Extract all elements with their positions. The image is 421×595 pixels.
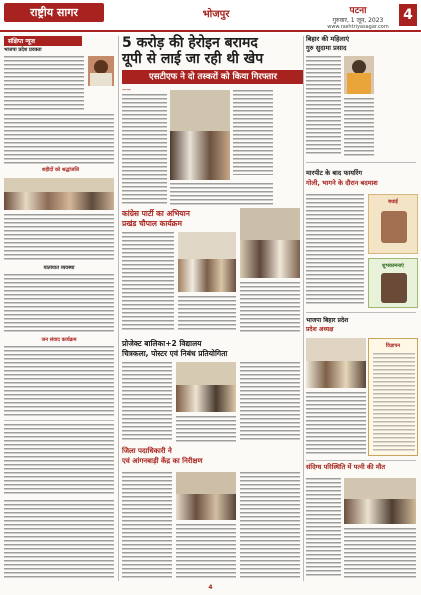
lead-headline-2: यूपी से लाई जा रही थी खेप	[122, 51, 264, 67]
brief3-title: यातायात व्यवस्था	[43, 265, 75, 271]
story4-body-col2	[176, 524, 236, 578]
lead-body-col3	[233, 90, 273, 175]
story3-headline: प्रोजेक्ट बालिका+2 विद्यालय	[122, 339, 202, 348]
right-top-body-2	[344, 98, 374, 156]
story4-headline: जिला पदाधिकारी ने	[122, 447, 172, 455]
firing-subhead: गोली, भागने के दौरान बदमाश	[306, 179, 378, 187]
story3-body-col3	[240, 362, 300, 442]
brief4-title: जन संवाद कार्यक्रम	[41, 337, 77, 343]
brief3-body	[4, 274, 114, 334]
edition-date: गुरुवार, 1 जून, 2023	[332, 17, 384, 24]
website-url: www.rashtriyasagar.com	[327, 24, 389, 30]
story2-photo	[178, 232, 236, 292]
ad-banner-3[interactable]	[368, 338, 418, 456]
masthead	[0, 0, 421, 34]
firing-body	[306, 194, 364, 304]
right-portrait	[344, 56, 374, 94]
ad2-text: शुभकामनाएं	[382, 263, 404, 269]
brand-name: राष्ट्रीय सागर	[30, 6, 78, 19]
ad-banner-2[interactable]	[368, 258, 418, 308]
lead-headline-1: 5 करोड़ की हेरोइन बरामद	[122, 35, 258, 51]
story2-body-col1	[122, 232, 174, 332]
brief6-body	[4, 500, 114, 578]
edition-info	[318, 3, 398, 29]
death-body-1	[306, 478, 341, 578]
right-top-headline: बिहार की महिलाएं	[306, 35, 350, 43]
ad3-text: विज्ञापन	[385, 343, 401, 349]
story4-photo	[176, 472, 236, 520]
ad1-text: बधाई	[388, 199, 398, 205]
story3-body-col1	[122, 362, 172, 442]
party-headline: भाजपा बिहार प्रदेश	[306, 317, 349, 324]
middle-body	[240, 282, 300, 332]
brief2-title: शहीदों को श्रद्धांजलि	[41, 167, 80, 173]
party-photo	[306, 338, 366, 388]
brief5-body	[4, 424, 114, 494]
brief2-body	[4, 214, 114, 262]
divider-death	[306, 460, 416, 461]
lead-deck: एसटीएफ ने दो तस्करों को किया गिरफ्तार	[122, 70, 304, 84]
page-number: 4	[399, 4, 417, 26]
story4-subhead: एवं आंगनबाड़ी केंद्र का निरीक्षण	[122, 457, 203, 465]
divider	[4, 420, 114, 421]
lead-body-col1	[122, 94, 167, 204]
event-photo-1	[4, 178, 114, 210]
edition-place: भोजपुर	[202, 9, 230, 20]
edition-city: पटना	[349, 6, 367, 16]
ad-banner-1[interactable]	[368, 194, 418, 254]
death-headline: संदिग्ध परिस्थिति में पत्नी की मौत	[306, 463, 386, 471]
story3-subhead: चित्रकला, पोस्टर एवं निबंध प्रतियोगिता	[122, 349, 228, 358]
story2-headline: कांग्रेस पार्टी का अभियान	[122, 209, 190, 218]
column-divider	[118, 36, 119, 581]
brief1-title: भाजपा प्रदेश प्रवक्ता	[4, 47, 42, 53]
brief1-body	[4, 56, 84, 111]
portrait-photo	[88, 56, 114, 86]
column-divider-2	[303, 36, 304, 581]
brand-logo	[4, 3, 104, 22]
party-body	[306, 392, 366, 454]
brief1-body-2	[4, 114, 114, 164]
divider-party	[306, 312, 416, 313]
firing-headline: मारपीट के बाद फायरिंग	[306, 169, 362, 177]
brief4-body	[4, 346, 114, 416]
masthead-rule	[0, 30, 421, 32]
right-top-body-1	[306, 56, 341, 156]
story4-body-col1	[122, 472, 172, 578]
story4-body-col3	[240, 472, 300, 578]
party-subhead: प्रदेश अध्यक्ष	[306, 326, 334, 333]
lead-photo	[170, 90, 230, 180]
story2-body-col2	[178, 296, 236, 332]
death-body-2	[344, 528, 416, 578]
middle-photo	[240, 208, 300, 278]
footer-page-number: 4	[208, 584, 213, 591]
story3-body-col2	[176, 416, 236, 442]
death-photo	[344, 478, 416, 524]
story2-subhead: प्रखंड चौपाल कार्यक्रम	[122, 219, 182, 228]
lead-byline: ——	[122, 88, 131, 93]
right-top-subhead: गुरु सुदामा प्रसाद	[306, 44, 347, 52]
divider-firing	[306, 162, 416, 163]
section-label: संक्षिप्त न्यूज	[4, 36, 82, 46]
lead-body-bottom	[170, 183, 273, 205]
story3-photo	[176, 362, 236, 412]
